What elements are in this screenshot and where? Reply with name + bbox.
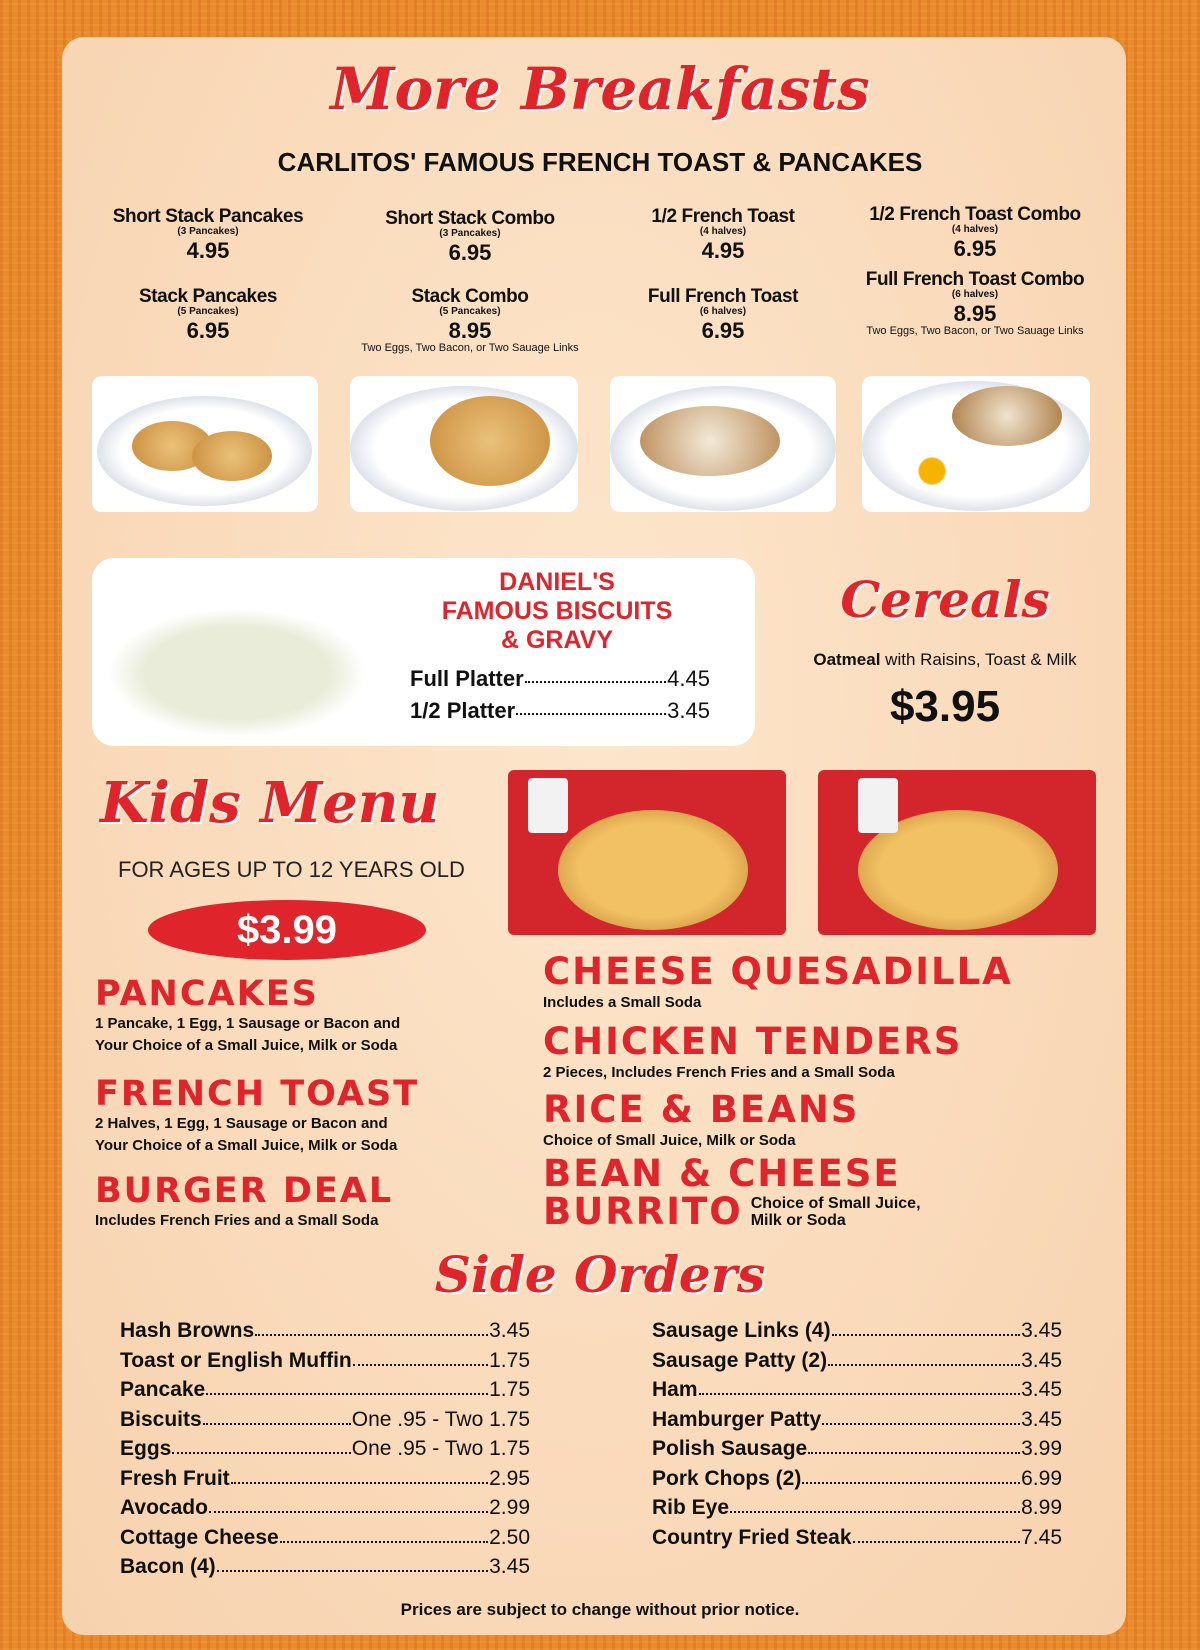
side-order-row: Polish Sausage 3.99 [652, 1434, 1062, 1464]
biscuits-box [92, 558, 755, 746]
photo-french-toast [610, 376, 836, 512]
breakfast-item: Short Stack Pancakes (3 Pancakes) 4.95 [112, 206, 304, 264]
kids-item: BEAN & CHEESE BURRITO Choice of Small Juice, Milk or Soda [543, 1152, 921, 1233]
side-order-row: Fresh Fruit 2.95 [120, 1464, 530, 1494]
side-order-row: Sausage Links (4) 3.45 [652, 1316, 1062, 1346]
side-order-row: Pancake 1.75 [120, 1375, 530, 1405]
kids-item: RICE & BEANS Choice of Small Juice, Milk or Soda [543, 1088, 860, 1149]
biscuits-full-platter: Full Platter 4.45 [410, 663, 710, 695]
kids-price-badge: $3.99 [148, 900, 426, 960]
side-order-row: Pork Chops (2) 6.99 [652, 1464, 1062, 1494]
kids-item: FRENCH TOAST 2 Halves, 1 Egg, 1 Sausage or Bacon and Your Choice of a Small Juice, Milk or Soda [95, 1074, 420, 1154]
kids-ages: FOR AGES UP TO 12 YEARS OLD [118, 857, 465, 882]
breakfast-item: Full French Toast (6 halves) 6.95 [647, 286, 799, 344]
kids-item: PANCAKES 1 Pancake, 1 Egg, 1 Sausage or Bacon and Your Choice of a Small Juice, Milk or Soda [95, 974, 401, 1054]
breakfast-item: Stack Combo (5 Pancakes) 8.95 Two Eggs, Two Bacon, or Two Sauage Links [361, 286, 579, 354]
side-order-row: Hamburger Patty 3.45 [652, 1405, 1062, 1435]
photo-pancake-combo [350, 376, 578, 512]
side-order-row: Rib Eye 8.99 [652, 1493, 1062, 1523]
biscuits-title-3: & GRAVY [500, 626, 614, 654]
side-order-row: Biscuits One .95 - Two 1.75 [120, 1405, 530, 1435]
cereals-title: Cereals [840, 570, 1050, 629]
kids-item: CHICKEN TENDERS 2 Pieces, Includes French Fries and a Small Soda [543, 1020, 963, 1081]
breakfast-item: 1/2 French Toast (4 halves) 4.95 [651, 206, 795, 264]
kids-title: Kids Menu [100, 770, 440, 836]
cereals-price: $3.95 [889, 682, 1001, 731]
biscuits-half-platter: 1/2 Platter 3.45 [410, 695, 710, 727]
photo-pancakes [92, 376, 318, 512]
side-order-row: Toast or English Muffin 1.75 [120, 1346, 530, 1376]
page-title: More Breakfasts [330, 55, 870, 123]
page-subtitle: CARLITOS' FAMOUS FRENCH TOAST & PANCAKES [277, 147, 923, 177]
breakfast-item: Stack Pancakes (5 Pancakes) 6.95 [138, 286, 278, 344]
photo-kids-pancakes [508, 770, 786, 935]
footer-notice: Prices are subject to change without prior notice. [400, 1600, 800, 1619]
photo-kids-chicken-tenders [818, 770, 1096, 935]
biscuits-title-1: DANIEL'S [499, 568, 615, 596]
side-order-row: Bacon (4) 3.45 [120, 1552, 530, 1582]
sides-title: Side Orders [434, 1245, 766, 1304]
side-order-row: Country Fried Steak 7.45 [652, 1523, 1062, 1553]
photo-french-toast-combo [862, 376, 1090, 512]
kids-item: CHEESE QUESADILLA Includes a Small Soda [543, 950, 1013, 1011]
breakfast-item: 1/2 French Toast Combo (4 halves) 6.95 [869, 204, 1081, 262]
side-order-row: Hash Browns 3.45 [120, 1316, 530, 1346]
breakfast-item: Full French Toast Combo (6 halves) 8.95 Two Eggs, Two Bacon, or Two Sauage Links [865, 269, 1085, 337]
side-order-row: Ham 3.45 [652, 1375, 1062, 1405]
side-order-row: Eggs One .95 - Two 1.75 [120, 1434, 530, 1464]
kids-item: BURGER DEAL Includes French Fries and a Small Soda [95, 1171, 394, 1229]
biscuits-title-2: FAMOUS BISCUITS [441, 597, 673, 625]
cereals-oatmeal: Oatmeal with Raisins, Toast & Milk [813, 650, 1077, 669]
side-order-row: Sausage Patty (2) 3.45 [652, 1346, 1062, 1376]
breakfast-item: Short Stack Combo (3 Pancakes) 6.95 [385, 208, 555, 266]
side-order-row: Avocado 2.99 [120, 1493, 530, 1523]
side-order-row: Cottage Cheese 2.50 [120, 1523, 530, 1553]
